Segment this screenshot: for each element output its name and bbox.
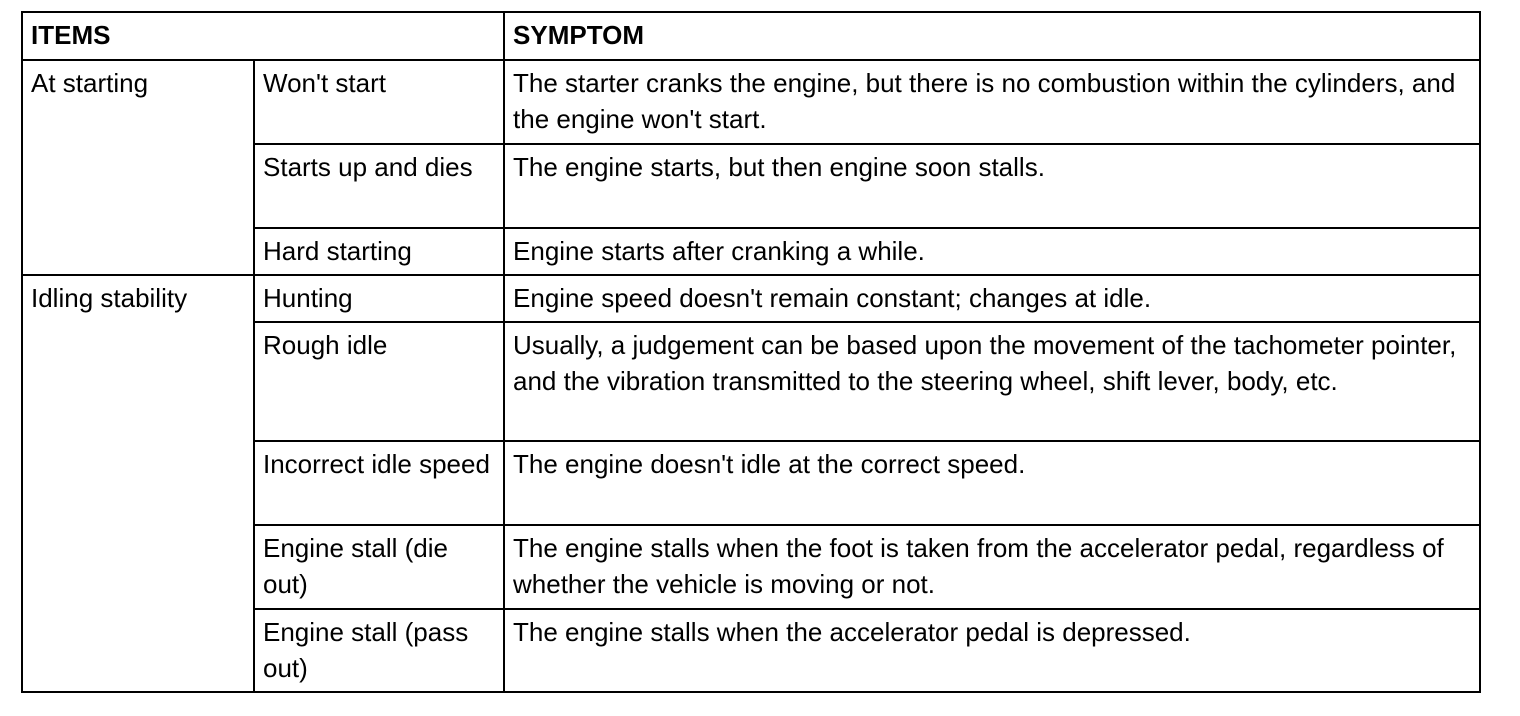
symptom-cell: The engine stalls when the foot is taken from the accelerator pedal, regardless of whether the vehicle is moving or not. [504, 525, 1480, 609]
item-cell: Incorrect idle speed [254, 441, 504, 525]
symptom-cell: The engine stalls when the accelerator pedal is depressed. [504, 609, 1480, 692]
symptom-cell: The engine doesn't idle at the correct speed. [504, 441, 1480, 525]
symptom-header: SYMPTOM [504, 12, 1480, 60]
table-row [22, 275, 1480, 322]
item-cell: Hunting [254, 275, 504, 322]
item-cell: Won't start [254, 60, 504, 144]
table-row [22, 60, 1480, 144]
symptom-table [21, 11, 1481, 693]
category-idling-stability: Idling stability [22, 275, 254, 692]
item-cell: Engine stall (pass out) [254, 609, 504, 692]
items-header: ITEMS [22, 12, 504, 60]
symptom-cell: Engine starts after cranking a while. [504, 228, 1480, 275]
header-row [22, 12, 1480, 60]
symptom-cell: The engine starts, but then engine soon stalls. [504, 144, 1480, 228]
category-at-starting: At starting [22, 60, 254, 275]
symptom-cell: The starter cranks the engine, but there is no combustion within the cylinders, and the engine won't start. [504, 60, 1480, 144]
symptom-cell: Engine speed doesn't remain constant; changes at idle. [504, 275, 1480, 322]
item-cell: Hard starting [254, 228, 504, 275]
item-cell: Starts up and dies [254, 144, 504, 228]
item-cell: Engine stall (die out) [254, 525, 504, 609]
symptom-cell: Usually, a judgement can be based upon the movement of the tachometer pointer, and the vibration transmitted to the steering wheel, shift lever, body, etc. [504, 322, 1480, 441]
item-cell: Rough idle [254, 322, 504, 441]
